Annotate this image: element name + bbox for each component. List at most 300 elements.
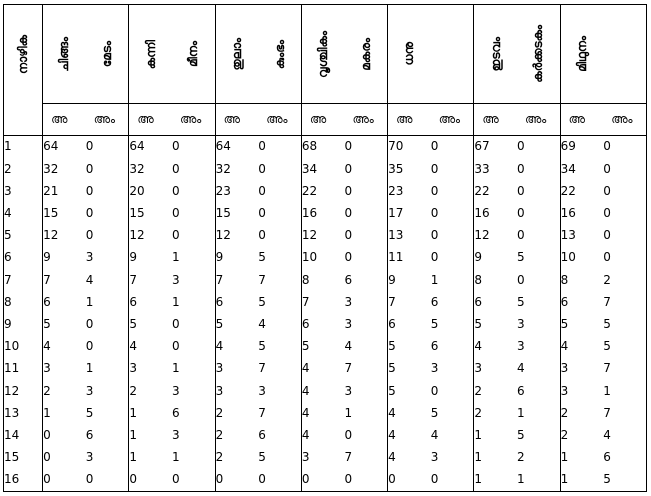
- table-cell: 6: [301, 313, 344, 335]
- row-naazhika-number: 14: [4, 424, 43, 446]
- table-cell: 6: [603, 447, 646, 469]
- table-cell: 16: [301, 202, 344, 224]
- table-cell: 0: [172, 202, 215, 224]
- units-cell-empty: [4, 104, 43, 136]
- table-cell: 69: [560, 135, 603, 158]
- table-row: [4, 402, 647, 424]
- row-naazhika-number: 5: [4, 225, 43, 247]
- header-cell-group-4-1: [431, 5, 474, 104]
- table-cell: 1: [474, 424, 517, 446]
- table-cell: 1: [344, 402, 387, 424]
- table-cell: 5: [603, 313, 646, 335]
- row-naazhika-number: 7: [4, 269, 43, 291]
- table-cell: 6: [431, 336, 474, 358]
- table-cell: 4: [301, 402, 344, 424]
- header-cell-group-1-1: [172, 5, 215, 104]
- row-naazhika-number: 6: [4, 247, 43, 269]
- table-cell: 7: [344, 447, 387, 469]
- header-sign-label: കുംഭം: [272, 39, 287, 69]
- row-naazhika-number: 15: [4, 447, 43, 469]
- unit-label: അം: [172, 104, 215, 136]
- table-cell: 2: [474, 380, 517, 402]
- table-cell: 0: [517, 269, 560, 291]
- table-cell: 4: [517, 358, 560, 380]
- row-naazhika-number: 9: [4, 313, 43, 335]
- header-sign-label: മിഥുനം: [574, 36, 589, 72]
- table-cell: 1: [517, 469, 560, 492]
- table-cell: 5: [258, 247, 301, 269]
- table-cell: 8: [301, 269, 344, 291]
- header-cell-group-6-0: [560, 5, 603, 104]
- table-row: [4, 158, 647, 180]
- table-cell: 2: [560, 402, 603, 424]
- table-cell: 64: [129, 135, 172, 158]
- table-cell: 4: [129, 336, 172, 358]
- table-cell: 0: [603, 135, 646, 158]
- naazhika-table: [3, 4, 647, 492]
- table-cell: 6: [215, 291, 258, 313]
- table-cell: 1: [129, 424, 172, 446]
- table-cell: 3: [172, 269, 215, 291]
- table-row: [4, 135, 647, 158]
- table-cell: 3: [301, 447, 344, 469]
- table-cell: 0: [86, 469, 129, 492]
- table-cell: 9: [474, 247, 517, 269]
- table-cell: 5: [388, 380, 431, 402]
- header-cell-group-6-1: [603, 5, 646, 104]
- table-cell: 7: [258, 358, 301, 380]
- table-cell: 15: [215, 202, 258, 224]
- unit-label: അ: [474, 104, 517, 136]
- table-cell: 34: [301, 158, 344, 180]
- table-cell: 7: [603, 291, 646, 313]
- table-cell: 2: [215, 402, 258, 424]
- header-cell-naazhika: [4, 5, 43, 104]
- table-cell: 2: [129, 380, 172, 402]
- table-cell: 0: [301, 469, 344, 492]
- unit-label: അം: [603, 104, 646, 136]
- table-cell: 9: [129, 247, 172, 269]
- table-cell: 9: [43, 247, 86, 269]
- table-cell: 0: [517, 225, 560, 247]
- table-cell: 0: [129, 469, 172, 492]
- table-cell: 6: [560, 291, 603, 313]
- table-cell: 7: [43, 269, 86, 291]
- header-cell-group-3-1: [344, 5, 387, 104]
- table-cell: 5: [258, 291, 301, 313]
- table-cell: 5: [517, 247, 560, 269]
- unit-label: അ: [215, 104, 258, 136]
- row-naazhika-number: 11: [4, 358, 43, 380]
- table-row: [4, 269, 647, 291]
- table-cell: 0: [517, 180, 560, 202]
- header-cell-group-2-1: [258, 5, 301, 104]
- table-cell: 5: [258, 447, 301, 469]
- header-cell-group-3-0: [301, 5, 344, 104]
- header-sign-label: മേടം: [100, 41, 115, 68]
- table-cell: 3: [172, 380, 215, 402]
- table-cell: 2: [603, 269, 646, 291]
- table-cell: 0: [258, 158, 301, 180]
- table-cell: 8: [474, 269, 517, 291]
- table-cell: 7: [301, 291, 344, 313]
- table-cell: 6: [258, 424, 301, 446]
- table-cell: 7: [215, 269, 258, 291]
- header-sign-label: വൃശ്ചികം: [316, 30, 331, 78]
- row-naazhika-number: 4: [4, 202, 43, 224]
- table-row: [4, 358, 647, 380]
- table-cell: 4: [474, 336, 517, 358]
- unit-label: അ: [388, 104, 431, 136]
- table-cell: 0: [344, 202, 387, 224]
- table-cell: 5: [301, 336, 344, 358]
- header-sign-label: തുലാം: [229, 37, 244, 71]
- header-sign-label: മകരം: [358, 37, 373, 71]
- unit-label: അം: [344, 104, 387, 136]
- table-cell: 0: [344, 469, 387, 492]
- table-cell: 0: [258, 180, 301, 202]
- table-cell: 0: [344, 225, 387, 247]
- table-cell: 0: [172, 225, 215, 247]
- table-cell: 1: [172, 447, 215, 469]
- table-cell: 0: [86, 336, 129, 358]
- table-cell: 35: [388, 158, 431, 180]
- table-cell: 3: [258, 380, 301, 402]
- table-cell: 0: [43, 447, 86, 469]
- unit-label: അ: [301, 104, 344, 136]
- table-cell: 13: [560, 225, 603, 247]
- table-row: [4, 424, 647, 446]
- table-cell: 5: [215, 313, 258, 335]
- table-cell: 16: [474, 202, 517, 224]
- table-cell: 3: [560, 358, 603, 380]
- table-cell: 1: [560, 469, 603, 492]
- unit-label: അ: [560, 104, 603, 136]
- table-cell: 1: [517, 402, 560, 424]
- row-naazhika-number: 16: [4, 469, 43, 492]
- table-cell: 6: [517, 380, 560, 402]
- table-cell: 0: [431, 469, 474, 492]
- header-cell-group-4-0: [388, 5, 431, 104]
- table-cell: 15: [129, 202, 172, 224]
- table-cell: 0: [43, 424, 86, 446]
- table-cell: 32: [215, 158, 258, 180]
- table-cell: 0: [172, 469, 215, 492]
- table-cell: 7: [388, 291, 431, 313]
- table-cell: 0: [215, 469, 258, 492]
- table-cell: 0: [344, 135, 387, 158]
- table-cell: 1: [172, 291, 215, 313]
- table-cell: 3: [86, 247, 129, 269]
- table-cell: 70: [388, 135, 431, 158]
- table-cell: 3: [344, 313, 387, 335]
- table-cell: 0: [258, 225, 301, 247]
- table-cell: 0: [603, 247, 646, 269]
- table-cell: 5: [43, 313, 86, 335]
- table-cell: 5: [129, 313, 172, 335]
- table-cell: 64: [215, 135, 258, 158]
- table-cell: 0: [431, 380, 474, 402]
- row-naazhika-number: 8: [4, 291, 43, 313]
- table-cell: 10: [301, 247, 344, 269]
- table-row: [4, 336, 647, 358]
- row-naazhika-number: 12: [4, 380, 43, 402]
- table-cell: 1: [474, 469, 517, 492]
- table-cell: 22: [301, 180, 344, 202]
- table-cell: 0: [258, 135, 301, 158]
- table-cell: 4: [301, 380, 344, 402]
- table-cell: 6: [388, 313, 431, 335]
- table-cell: 0: [344, 158, 387, 180]
- table-cell: 3: [129, 358, 172, 380]
- units-row: [4, 104, 647, 136]
- table-cell: 0: [344, 424, 387, 446]
- table-cell: 12: [301, 225, 344, 247]
- table-cell: 1: [129, 447, 172, 469]
- table-cell: 6: [431, 291, 474, 313]
- table-cell: 7: [603, 402, 646, 424]
- table-cell: 2: [43, 380, 86, 402]
- table-cell: 0: [86, 180, 129, 202]
- table-cell: 3: [474, 358, 517, 380]
- table-cell: 20: [129, 180, 172, 202]
- table-cell: 22: [560, 180, 603, 202]
- table-row: [4, 380, 647, 402]
- header-sign-label: ധനു: [402, 42, 417, 66]
- table-cell: 0: [172, 135, 215, 158]
- table-cell: 4: [43, 336, 86, 358]
- table-cell: 5: [474, 313, 517, 335]
- table-cell: 0: [258, 202, 301, 224]
- table-cell: 7: [258, 402, 301, 424]
- table-cell: 4: [431, 424, 474, 446]
- table-cell: 2: [215, 447, 258, 469]
- table-cell: 68: [301, 135, 344, 158]
- table-cell: 4: [388, 424, 431, 446]
- header-cell-group-5-0: [474, 5, 517, 104]
- table-cell: 9: [388, 269, 431, 291]
- row-naazhika-number: 10: [4, 336, 43, 358]
- table-cell: 3: [86, 447, 129, 469]
- table-cell: 15: [43, 202, 86, 224]
- header-sign-label: കന്നി: [143, 39, 158, 69]
- table-cell: 4: [603, 424, 646, 446]
- table-cell: 5: [388, 358, 431, 380]
- table-cell: 4: [560, 336, 603, 358]
- table-cell: 0: [86, 158, 129, 180]
- table-cell: 8: [560, 269, 603, 291]
- table-cell: 13: [388, 225, 431, 247]
- table-cell: 0: [431, 158, 474, 180]
- table-row: [4, 180, 647, 202]
- table-cell: 1: [86, 291, 129, 313]
- table-cell: 0: [172, 158, 215, 180]
- table-cell: 4: [344, 336, 387, 358]
- table-cell: 3: [215, 380, 258, 402]
- table-row: [4, 313, 647, 335]
- header-sign-label: മീനം: [186, 41, 201, 68]
- row-naazhika-number: 3: [4, 180, 43, 202]
- table-cell: 1: [129, 402, 172, 424]
- table-cell: 12: [43, 225, 86, 247]
- table-cell: 5: [431, 402, 474, 424]
- header-cell-group-2-0: [215, 5, 258, 104]
- table-cell: 0: [517, 158, 560, 180]
- table-row: [4, 447, 647, 469]
- table-row: [4, 247, 647, 269]
- table-cell: 7: [129, 269, 172, 291]
- table-cell: 3: [431, 447, 474, 469]
- table-cell: 5: [603, 469, 646, 492]
- table-cell: 3: [172, 424, 215, 446]
- table-cell: 0: [388, 469, 431, 492]
- table-row: [4, 291, 647, 313]
- unit-label: അം: [431, 104, 474, 136]
- table-cell: 0: [172, 313, 215, 335]
- header-row: [4, 5, 647, 104]
- header-cell-group-0-1: [86, 5, 129, 104]
- header-sign-label: ചിങ്ങം: [57, 36, 72, 72]
- table-cell: 0: [603, 158, 646, 180]
- table-cell: 5: [560, 313, 603, 335]
- table-cell: 1: [431, 269, 474, 291]
- table-cell: 6: [86, 424, 129, 446]
- table-cell: 4: [301, 424, 344, 446]
- table-cell: 0: [43, 469, 86, 492]
- unit-label: അം: [258, 104, 301, 136]
- table-row: [4, 202, 647, 224]
- table-cell: 3: [517, 313, 560, 335]
- table-cell: 2: [474, 402, 517, 424]
- table-cell: 1: [474, 447, 517, 469]
- table-cell: 23: [215, 180, 258, 202]
- table-cell: 0: [431, 180, 474, 202]
- header-cell-group-1-0: [129, 5, 172, 104]
- table-cell: 12: [215, 225, 258, 247]
- table-cell: 6: [172, 402, 215, 424]
- table-cell: 11: [388, 247, 431, 269]
- header-naazhika-label: നാഴിക: [16, 34, 31, 74]
- table-cell: 5: [86, 402, 129, 424]
- row-naazhika-number: 1: [4, 135, 43, 158]
- table-cell: 6: [43, 291, 86, 313]
- table-cell: 0: [258, 469, 301, 492]
- unit-label: അ: [43, 104, 86, 136]
- table-cell: 9: [215, 247, 258, 269]
- table-cell: 6: [474, 291, 517, 313]
- table-cell: 2: [215, 424, 258, 446]
- table-cell: 4: [301, 358, 344, 380]
- table-cell: 32: [43, 158, 86, 180]
- table-cell: 3: [560, 380, 603, 402]
- table-cell: 12: [474, 225, 517, 247]
- table-cell: 3: [517, 336, 560, 358]
- table-cell: 0: [431, 225, 474, 247]
- table-cell: 0: [344, 247, 387, 269]
- table-cell: 1: [43, 402, 86, 424]
- table-cell: 1: [560, 447, 603, 469]
- table-cell: 6: [129, 291, 172, 313]
- table-cell: 33: [474, 158, 517, 180]
- table-cell: 12: [129, 225, 172, 247]
- row-naazhika-number: 13: [4, 402, 43, 424]
- table-cell: 32: [129, 158, 172, 180]
- table-cell: 3: [344, 291, 387, 313]
- table-cell: 0: [517, 135, 560, 158]
- table-cell: 10: [560, 247, 603, 269]
- table-cell: 5: [258, 336, 301, 358]
- table-cell: 16: [560, 202, 603, 224]
- table-cell: 1: [172, 358, 215, 380]
- table-cell: 0: [431, 135, 474, 158]
- table-cell: 0: [517, 202, 560, 224]
- table-cell: 3: [215, 358, 258, 380]
- table-cell: 5: [431, 313, 474, 335]
- table-cell: 2: [517, 447, 560, 469]
- table-cell: 0: [603, 180, 646, 202]
- table-cell: 0: [172, 180, 215, 202]
- table-cell: 0: [431, 247, 474, 269]
- table-cell: 1: [86, 358, 129, 380]
- table-cell: 6: [344, 269, 387, 291]
- table-cell: 23: [388, 180, 431, 202]
- table-cell: 22: [474, 180, 517, 202]
- table-cell: 7: [344, 358, 387, 380]
- table-cell: 0: [86, 313, 129, 335]
- table-cell: 21: [43, 180, 86, 202]
- table-row: [4, 469, 647, 492]
- unit-label: അം: [517, 104, 560, 136]
- table-cell: 4: [388, 402, 431, 424]
- table-row: [4, 225, 647, 247]
- header-cell-group-5-1: [517, 5, 560, 104]
- table-cell: 7: [603, 358, 646, 380]
- unit-label: അ: [129, 104, 172, 136]
- table-cell: 34: [560, 158, 603, 180]
- table-cell: 2: [560, 424, 603, 446]
- table-cell: 0: [86, 202, 129, 224]
- table-cell: 5: [388, 336, 431, 358]
- table-cell: 0: [431, 202, 474, 224]
- table-cell: 3: [344, 380, 387, 402]
- table-cell: 4: [258, 313, 301, 335]
- table-cell: 1: [172, 247, 215, 269]
- table-cell: 1: [603, 380, 646, 402]
- table-cell: 0: [86, 135, 129, 158]
- table-cell: 3: [431, 358, 474, 380]
- table-cell: 4: [215, 336, 258, 358]
- table-cell: 5: [517, 424, 560, 446]
- header-sign-label: ഇടവം: [488, 36, 503, 72]
- table-cell: 64: [43, 135, 86, 158]
- header-sign-label: കർക്കടകം: [531, 25, 546, 83]
- table-cell: 3: [43, 358, 86, 380]
- table-cell: 67: [474, 135, 517, 158]
- table-cell: 0: [603, 225, 646, 247]
- table-cell: 0: [172, 336, 215, 358]
- table-cell: 7: [258, 269, 301, 291]
- table-cell: 5: [517, 291, 560, 313]
- unit-label: അം: [86, 104, 129, 136]
- row-naazhika-number: 2: [4, 158, 43, 180]
- table-cell: 0: [603, 202, 646, 224]
- table-cell: 0: [86, 225, 129, 247]
- table-cell: 17: [388, 202, 431, 224]
- table-cell: 4: [86, 269, 129, 291]
- table-cell: 3: [86, 380, 129, 402]
- table-cell: 4: [388, 447, 431, 469]
- header-cell-group-0-0: [43, 5, 86, 104]
